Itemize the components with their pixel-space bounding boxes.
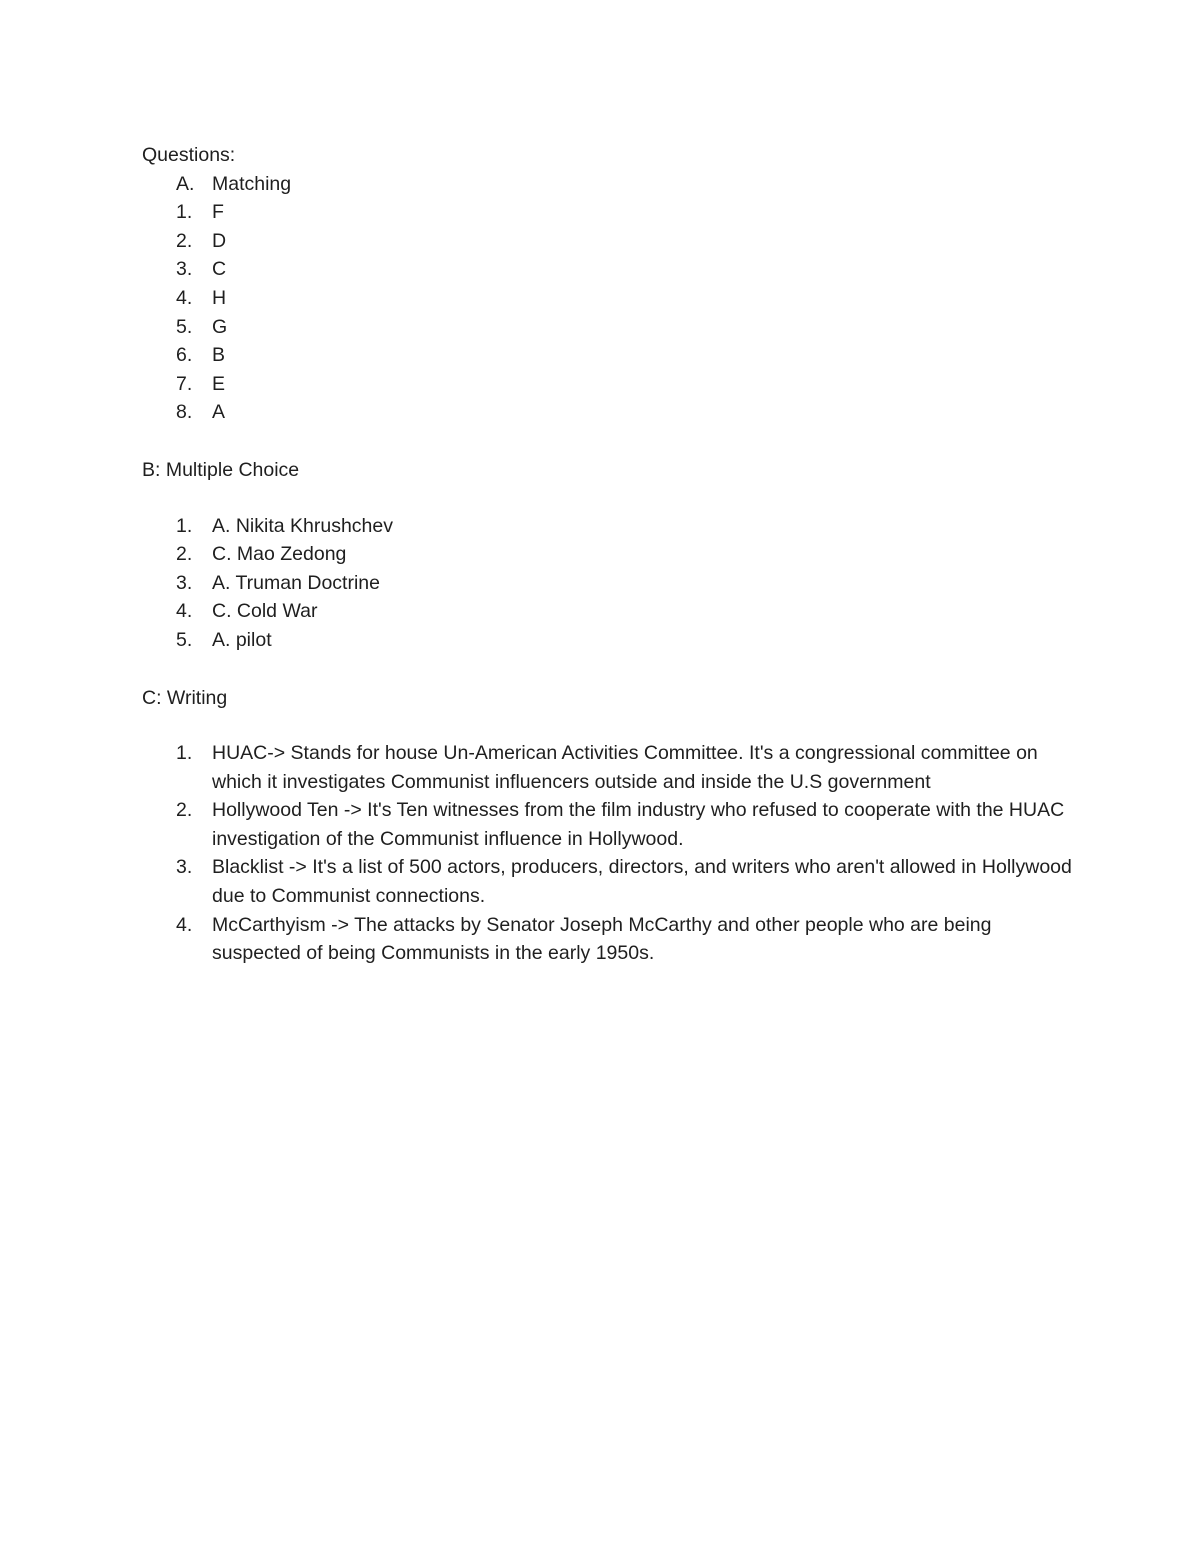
list-item	[142, 255, 1072, 284]
spacer	[142, 712, 1072, 739]
list-number: 5.	[176, 628, 193, 651]
list-number: 7.	[176, 372, 193, 395]
list-answer: A. Truman Doctrine	[212, 571, 380, 594]
section-c-title: C: Writing	[142, 686, 228, 709]
list-item	[142, 569, 1072, 598]
list-number: 2.	[176, 543, 193, 566]
list-item	[142, 626, 1072, 655]
list-number: 2.	[176, 229, 193, 252]
list-item	[142, 341, 1072, 370]
list-answer: H	[212, 286, 227, 309]
list-number: 3.	[176, 856, 193, 879]
list-answer: McCarthyism -> The attacks by Senator Joseph McCarthy and other people who are being suspected of being Communists in the early 1950s.	[212, 913, 992, 965]
list-number: 3.	[176, 258, 193, 281]
list-answer: A. Nikita Khrushchev	[212, 514, 393, 537]
section-b-title: B: Multiple Choice	[142, 458, 300, 481]
list-number: 1.	[176, 742, 193, 765]
list-number: 4.	[176, 913, 193, 936]
list-answer: C	[212, 258, 227, 281]
list-item	[142, 739, 1072, 796]
list-item	[142, 540, 1072, 569]
list-answer: A. pilot	[212, 628, 272, 651]
list-number: 4.	[176, 286, 193, 309]
list-item	[142, 597, 1072, 626]
section-a-title: Matching	[212, 172, 292, 195]
list-number: 3.	[176, 571, 193, 594]
section-a-header	[142, 170, 1072, 199]
page-heading: Questions:	[142, 144, 236, 166]
list-number: 4.	[176, 600, 193, 623]
list-number: 1.	[176, 201, 193, 224]
spacer	[142, 655, 1072, 684]
list-item	[142, 398, 1072, 427]
list-item	[142, 512, 1072, 541]
list-item	[142, 370, 1072, 399]
list-item	[142, 853, 1072, 910]
spacer	[142, 427, 1072, 456]
list-number: 2.	[176, 799, 193, 822]
list-number: 1.	[176, 514, 193, 537]
list-answer: D	[212, 229, 227, 252]
list-item	[142, 198, 1072, 227]
list-answer: E	[212, 372, 226, 395]
list-answer: Hollywood Ten -> It's Ten witnesses from the film industry who refused to cooperate with the HUAC investigation of the Communist influence in Hollywood.	[212, 799, 1065, 850]
section-a-marker: A.	[176, 172, 195, 195]
list-answer: B	[212, 344, 226, 367]
list-item	[142, 227, 1072, 256]
list-item	[142, 284, 1072, 313]
list-answer: C. Mao Zedong	[212, 543, 347, 566]
list-number: 6.	[176, 344, 193, 367]
list-item	[142, 313, 1072, 342]
list-answer: HUAC-> Stands for house Un-American Activities Committee. It's a congressional committee on which it investigates Communist influencers outside and inside the U.S government	[212, 742, 1038, 793]
list-item	[142, 911, 1072, 968]
writing-list	[142, 739, 1072, 968]
list-answer: G	[212, 315, 228, 338]
document-body	[142, 141, 1072, 968]
list-number: 8.	[176, 401, 193, 424]
list-answer: Blacklist -> It's a list of 500 actors, producers, directors, and writers who aren't allowed in Hollywood due to Communist connections.	[212, 856, 1072, 908]
list-answer: F	[212, 201, 224, 224]
list-answer: A	[212, 401, 226, 424]
list-item	[142, 796, 1072, 853]
spacer	[142, 485, 1072, 512]
matching-list	[142, 198, 1072, 427]
list-number: 5.	[176, 315, 193, 338]
multiple-choice-list	[142, 512, 1072, 655]
list-answer: C. Cold War	[212, 600, 318, 623]
